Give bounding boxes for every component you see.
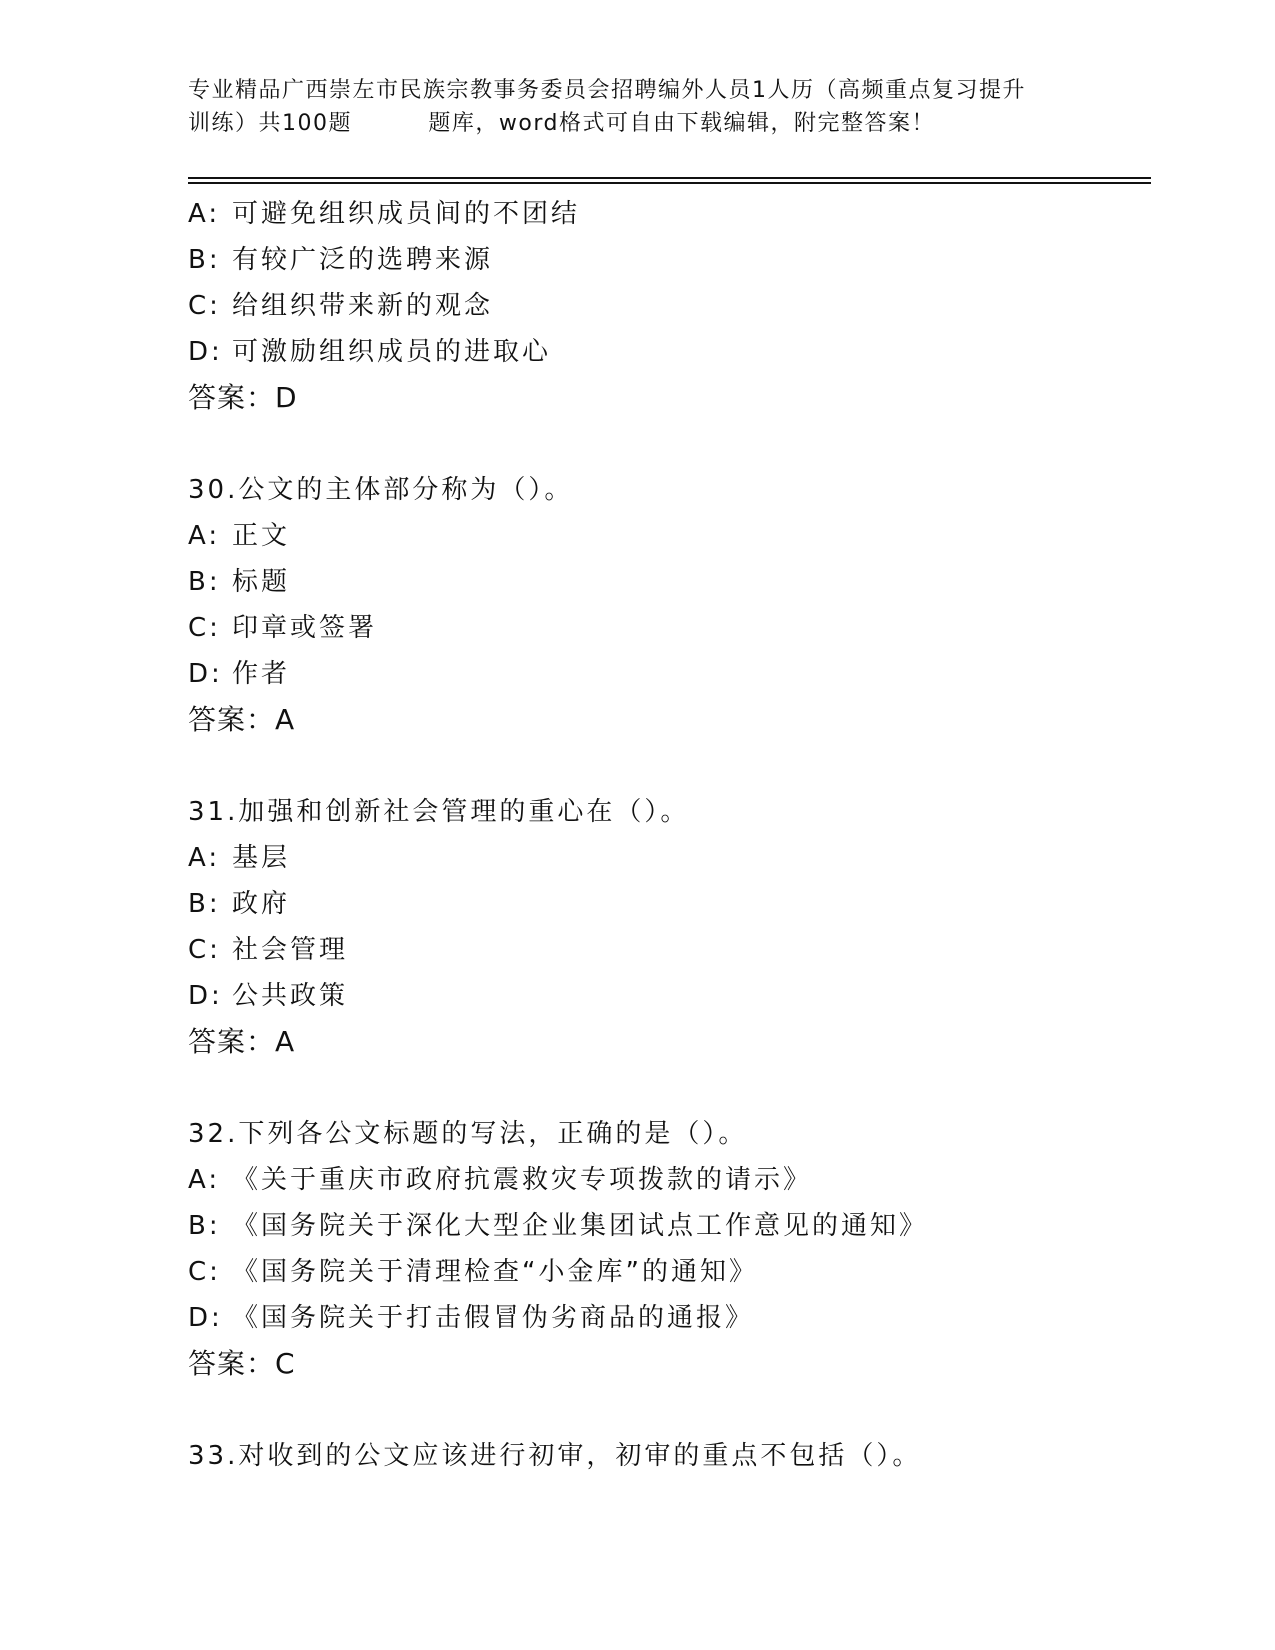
- option-a: [188, 1157, 1148, 1203]
- answer-line: 答案：A: [188, 1025, 296, 1058]
- option-label: C:: [188, 935, 221, 965]
- option-a: [188, 835, 1148, 881]
- answer-line: 答案：C: [188, 1347, 296, 1380]
- option-text: 社会管理: [232, 935, 349, 965]
- option-label: B:: [188, 245, 221, 275]
- option-label: B:: [188, 567, 221, 597]
- option-label: C:: [188, 291, 221, 321]
- option-d: [188, 651, 1148, 697]
- option-text: 基层: [232, 843, 291, 873]
- spacer: [188, 743, 1148, 789]
- option-label: A:: [188, 843, 221, 873]
- question-stem: 33.对收到的公文应该进行初审，初审的重点不包括（）。: [188, 1441, 922, 1471]
- document-header: [188, 74, 1088, 140]
- spacer: [188, 1065, 1148, 1111]
- option-text: 可激励组织成员的进取心: [232, 337, 552, 367]
- option-c: [188, 1249, 1148, 1295]
- question-stem: 30.公文的主体部分称为（）。: [188, 475, 574, 505]
- option-label: B:: [188, 889, 221, 919]
- option-label: D:: [188, 1303, 223, 1333]
- option-label: D:: [188, 337, 223, 367]
- option-text: 作者: [232, 659, 291, 689]
- option-c: [188, 283, 1148, 329]
- option-label: D:: [188, 981, 223, 1011]
- option-label: A:: [188, 521, 221, 551]
- answer-line: 答案：A: [188, 703, 296, 736]
- option-label: C:: [188, 613, 221, 643]
- option-text: 《国务院关于打击假冒伪劣商品的通报》: [232, 1303, 755, 1333]
- spacer: [188, 421, 1148, 467]
- option-text: 公共政策: [232, 981, 349, 1011]
- header-divider-bottom: [188, 182, 1151, 184]
- option-label: A:: [188, 199, 221, 229]
- option-text: 《国务院关于深化大型企业集团试点工作意见的通知》: [232, 1211, 929, 1241]
- answer-line: 答案：D: [188, 381, 298, 414]
- option-text: 可避免组织成员间的不团结: [232, 199, 581, 229]
- option-text: 给组织带来新的观念: [232, 291, 494, 321]
- header-title-line-2: 训练）共100题 题库，word格式可自由下载编辑，附完整答案！: [188, 111, 936, 136]
- option-text: 正文: [232, 521, 291, 551]
- option-c: [188, 605, 1148, 651]
- option-b: [188, 881, 1148, 927]
- option-label: A:: [188, 1165, 221, 1195]
- option-b: [188, 559, 1148, 605]
- option-b: [188, 1203, 1148, 1249]
- option-text: 《国务院关于清理检查“小金库”的通知》: [232, 1257, 758, 1287]
- option-b: [188, 237, 1148, 283]
- option-a: [188, 513, 1148, 559]
- header-title-line-1: 专业精品广西崇左市民族宗教事务委员会招聘编外人员1人历（高频重点复习提升: [188, 78, 1026, 103]
- spacer: [188, 1387, 1148, 1433]
- question-list: [188, 191, 1148, 1479]
- option-text: 《关于重庆市政府抗震救灾专项拨款的请示》: [232, 1165, 813, 1195]
- option-d: [188, 973, 1148, 1019]
- option-d: [188, 329, 1148, 375]
- option-c: [188, 927, 1148, 973]
- option-label: B:: [188, 1211, 221, 1241]
- option-text: 印章或签署: [232, 613, 378, 643]
- question-stem: 31.加强和创新社会管理的重心在（）。: [188, 797, 690, 827]
- option-a: [188, 191, 1148, 237]
- header-divider-top: [188, 177, 1151, 179]
- option-label: D:: [188, 659, 223, 689]
- option-label: C:: [188, 1257, 221, 1287]
- option-text: 政府: [232, 889, 291, 919]
- question-stem: 32.下列各公文标题的写法，正确的是（）。: [188, 1119, 748, 1149]
- option-text: 有较广泛的选聘来源: [232, 245, 494, 275]
- option-d: [188, 1295, 1148, 1341]
- option-text: 标题: [232, 567, 291, 597]
